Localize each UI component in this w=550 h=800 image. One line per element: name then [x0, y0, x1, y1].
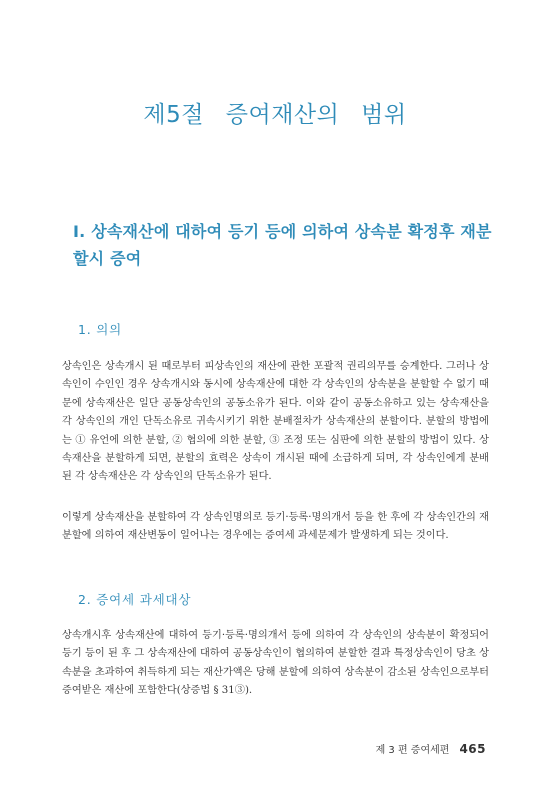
footer-section-label: 제 3 편 증여세편	[375, 745, 450, 756]
subsection-heading-taxable: 2. 증여세 과세대상	[78, 592, 192, 607]
section-heading: Ⅰ. 상속재산에 대하여 등기 등에 의하여 상속분 확정후 재분할시 증여	[73, 222, 492, 268]
chapter-title: 제5절 증여재산의 범위	[143, 102, 407, 128]
paragraph-taxable-1: 상속개시후 상속재산에 대하여 등기·등록·명의개서 등에 의하여 각 상속인의 상속분이 확정되어 등기 등이 된 후 그 상속재산에 대하여 공동상속인이 협의하여 분할한 결과 특정상속인이 당초 상속분을 초과하여 취득하게 되는 재산가액은 당해 분할에 의하여 상속분이 감소된 상속인으로부터 증여받은 재산에 포함한다(상증법 § 31③).	[62, 630, 489, 697]
paragraph-meaning-2: 이렇게 상속재산을 분할하여 각 상속인명의로 등기·등록·명의개서 등을 한 후에 각 상속인간의 재분할에 의하여 재산변동이 일어나는 경우에는 증여세 과세문제가 발생하게 되는 것이다.	[62, 512, 489, 542]
page-footer	[376, 741, 486, 756]
page-number: 465	[459, 742, 486, 756]
paragraph-meaning-1: 상속인은 상속개시 된 때로부터 피상속인의 재산에 관한 포괄적 권리의무를 승계한다. 그러나 상속인이 수인인 경우 상속개시와 동시에 상속재산에 대한 각 상속인의 상속분을 분할할 수 없기 때문에 상속재산은 일단 공동상속인의 공동소유가 된다. 이와 같이 공동소유하고 있는 상속재산을 각 상속인의 개인 단독소유로 귀속시키기 위한 분배절차가 상속재산의 분할이다. 분할의 방법에는 ① 유언에 의한 분할, ② 협의에 의한 분할, ③ 조정 또는 심판에 의한 분할의 방법이 있다. 상속재산을 분할하게 되면, 분할의 효력은 상속이 개시된 때에 소급하게 되며, 각 상속인에게 분배된 각 상속재산은 각 상속인의 단독소유가 된다.	[62, 361, 489, 483]
subsection-heading-meaning: 1. 의의	[78, 322, 123, 337]
